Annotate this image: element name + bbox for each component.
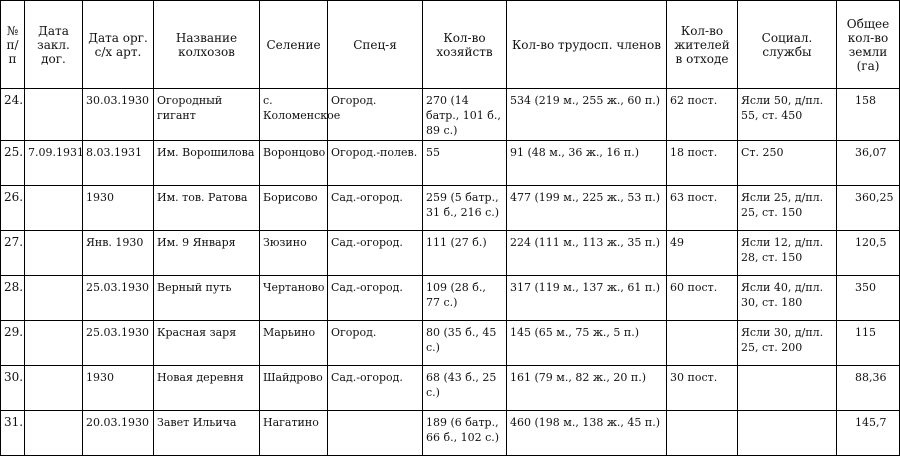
cell-contract-date [25,411,83,456]
cell-org-date: 1930 [83,366,154,411]
cell-able-members: 91 (48 м., 36 ж., 16 п.) [507,141,667,186]
cell-specialization: Сад.-огород. [328,366,423,411]
cell-kolkhoz-name: Верный путь [154,276,260,321]
cell-village: с. Коломенское [260,89,328,141]
cell-org-date: Янв. 1930 [83,231,154,276]
cell-number: 30. [1,366,25,411]
table-row [1,141,900,186]
cell-households: 111 (27 б.) [423,231,507,276]
header-total-land: Общее кол-во земли (га) [837,1,900,89]
cell-households: 259 (5 батр., 31 б., 216 с.) [423,186,507,231]
cell-households: 109 (28 б., 77 с.) [423,276,507,321]
cell-village: Борисово [260,186,328,231]
cell-org-date: 25.03.1930 [83,321,154,366]
cell-social-services: Ясли 40, д/пл. 30, ст. 180 [738,276,837,321]
cell-village: Зюзино [260,231,328,276]
cell-households: 55 [423,141,507,186]
header-number: № п/п [1,1,25,89]
cell-number: 29. [1,321,25,366]
cell-social-services: Ст. 250 [738,141,837,186]
header-residents-away: Кол-во жителей в отходе [667,1,738,89]
table-row [1,276,900,321]
cell-contract-date [25,366,83,411]
cell-residents-away [667,411,738,456]
table-row [1,366,900,411]
cell-total-land: 350 [837,276,900,321]
cell-specialization: Сад.-огород. [328,186,423,231]
cell-residents-away: 30 пост. [667,366,738,411]
header-social-services: Социал. службы [738,1,837,89]
cell-specialization: Сад.-огород. [328,231,423,276]
cell-residents-away: 62 пост. [667,89,738,141]
table-row [1,321,900,366]
cell-residents-away: 60 пост. [667,276,738,321]
cell-total-land: 36,07 [837,141,900,186]
table-row [1,186,900,231]
cell-social-services: Ясли 50, д/пл. 55, ст. 450 [738,89,837,141]
cell-able-members: 317 (119 м., 137 ж., 61 п.) [507,276,667,321]
cell-village: Шайдрово [260,366,328,411]
header-village: Селение [260,1,328,89]
cell-able-members: 145 (65 м., 75 ж., 5 п.) [507,321,667,366]
cell-able-members: 534 (219 м., 255 ж., 60 п.) [507,89,667,141]
table-row [1,89,900,141]
cell-contract-date [25,186,83,231]
cell-residents-away: 18 пост. [667,141,738,186]
header-row [1,1,900,89]
header-contract-date: Дата закл. дог. [25,1,83,89]
cell-able-members: 224 (111 м., 113 ж., 35 п.) [507,231,667,276]
cell-contract-date [25,89,83,141]
cell-social-services: Ясли 30, д/пл. 25, ст. 200 [738,321,837,366]
cell-specialization [328,411,423,456]
cell-social-services: Ясли 25, д/пл. 25, ст. 150 [738,186,837,231]
cell-kolkhoz-name: Новая деревня [154,366,260,411]
cell-number: 27. [1,231,25,276]
cell-number: 28. [1,276,25,321]
cell-number: 24. [1,89,25,141]
cell-specialization: Сад.-огород. [328,276,423,321]
table-header [1,1,900,89]
cell-contract-date [25,231,83,276]
cell-total-land: 88,36 [837,366,900,411]
cell-contract-date [25,276,83,321]
cell-number: 26. [1,186,25,231]
cell-specialization: Огород. [328,89,423,141]
header-specialization: Спец-я [328,1,423,89]
header-org-date: Дата орг. с/х арт. [83,1,154,89]
cell-kolkhoz-name: Им. тов. Ратова [154,186,260,231]
cell-total-land: 115 [837,321,900,366]
cell-kolkhoz-name: Им. 9 Января [154,231,260,276]
table-body [1,89,900,456]
cell-org-date: 1930 [83,186,154,231]
cell-village: Нагатино [260,411,328,456]
cell-contract-date: 7.09.1931 [25,141,83,186]
cell-total-land: 145,7 [837,411,900,456]
cell-kolkhoz-name: Огородный гигант [154,89,260,141]
cell-social-services: Ясли 12, д/пл. 28, ст. 150 [738,231,837,276]
cell-specialization: Огород. [328,321,423,366]
cell-households: 80 (35 б., 45 с.) [423,321,507,366]
cell-contract-date [25,321,83,366]
cell-households: 270 (14 батр., 101 б., 89 с.) [423,89,507,141]
header-households: Кол-во хозяйств [423,1,507,89]
cell-residents-away: 49 [667,231,738,276]
cell-kolkhoz-name: Им. Ворошилова [154,141,260,186]
cell-total-land: 120,5 [837,231,900,276]
table-row [1,411,900,456]
cell-residents-away [667,321,738,366]
cell-able-members: 477 (199 м., 225 ж., 53 п.) [507,186,667,231]
header-able-members: Кол-во трудосп. членов [507,1,667,89]
cell-total-land: 360,25 [837,186,900,231]
cell-residents-away: 63 пост. [667,186,738,231]
cell-org-date: 8.03.1931 [83,141,154,186]
cell-able-members: 460 (198 м., 138 ж., 45 п.) [507,411,667,456]
cell-specialization: Огород.-полев. [328,141,423,186]
cell-kolkhoz-name: Красная заря [154,321,260,366]
cell-number: 31. [1,411,25,456]
cell-social-services [738,366,837,411]
header-kolkhoz-name: Название колхозов [154,1,260,89]
cell-village: Марьино [260,321,328,366]
cell-number: 25. [1,141,25,186]
cell-org-date: 25.03.1930 [83,276,154,321]
cell-total-land: 158 [837,89,900,141]
cell-households: 189 (6 батр., 66 б., 102 с.) [423,411,507,456]
cell-kolkhoz-name: Завет Ильича [154,411,260,456]
cell-village: Воронцово [260,141,328,186]
cell-able-members: 161 (79 м., 82 ж., 20 п.) [507,366,667,411]
table-row [1,231,900,276]
cell-org-date: 20.03.1930 [83,411,154,456]
cell-social-services [738,411,837,456]
cell-org-date: 30.03.1930 [83,89,154,141]
cell-households: 68 (43 б., 25 с.) [423,366,507,411]
cell-village: Чертаново [260,276,328,321]
